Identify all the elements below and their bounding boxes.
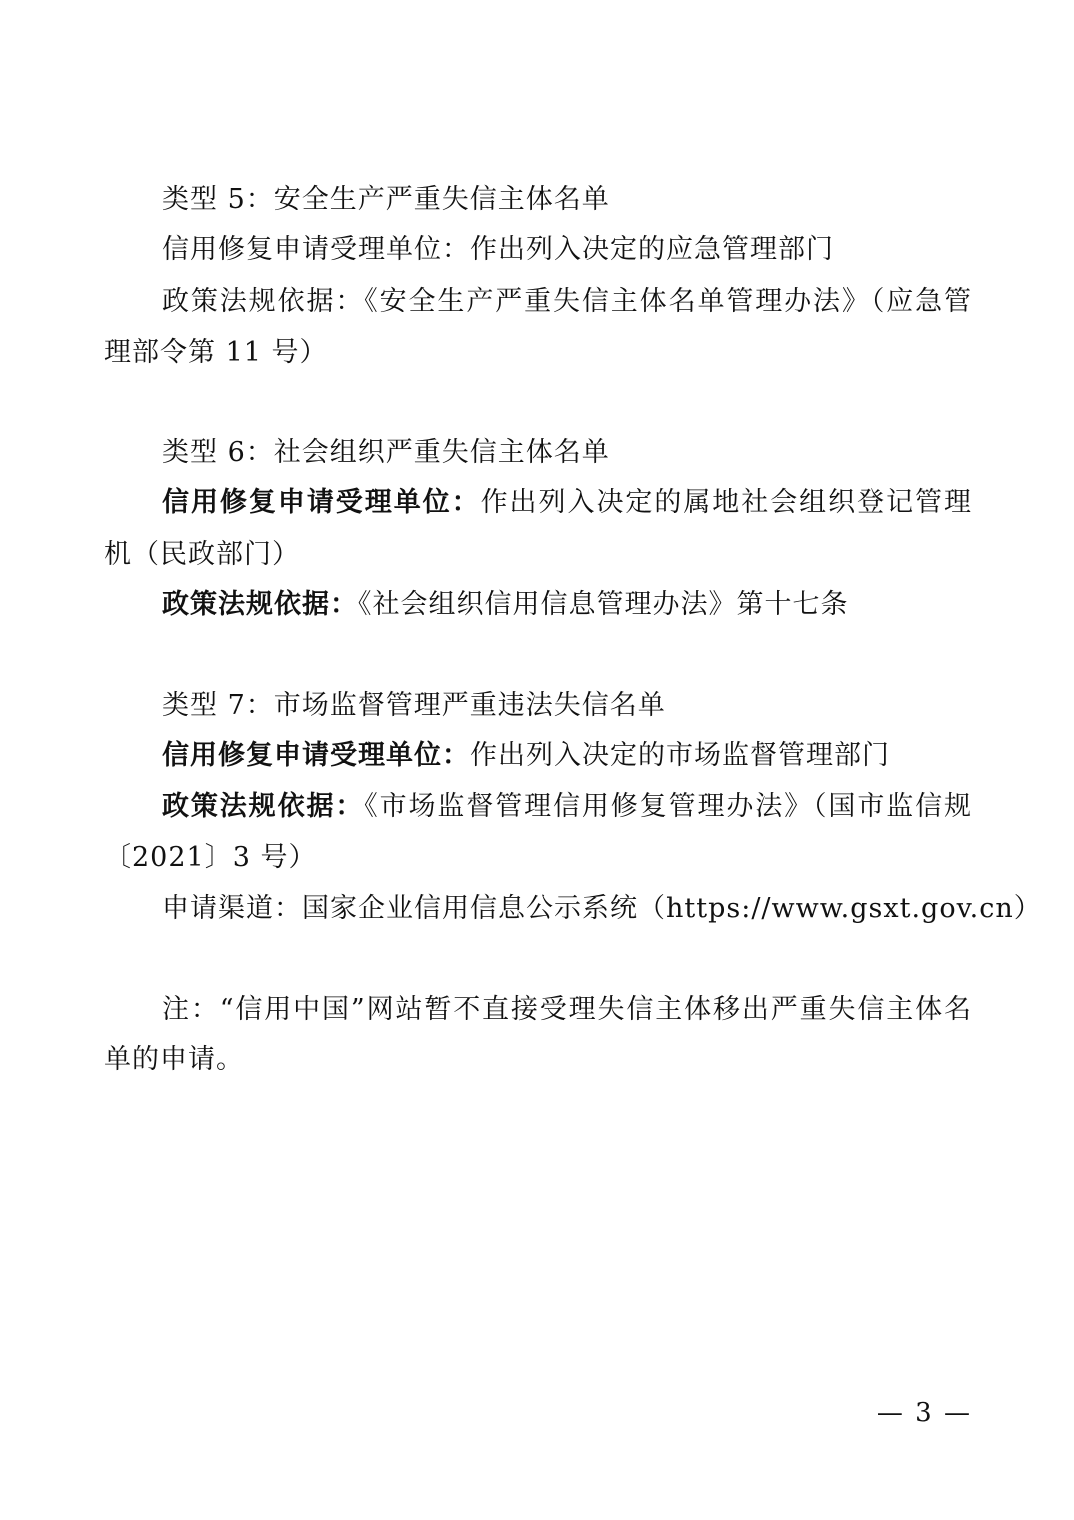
type-7-policy-label: 政策法规依据： [162,791,365,822]
type-5-unit [162,230,972,270]
type-7-unit-label: 信用修复申请受理单位： [162,740,470,771]
type-7-heading: 类型 7：市场监督管理严重违法失信名单 [162,690,666,721]
type-7-unit [162,736,972,776]
type-7-unit-value: 作出列入决定的市场监督管理部门 [470,740,890,771]
type-5-policy-line1 [162,282,972,322]
type-5-policy-label: 政策法规依据： [162,286,365,317]
type-7-channel: 申请渠道：国家企业信用信息公示系统（https://www.gsxt.gov.cn） [162,893,1042,924]
type-7-policy-line1 [162,787,972,827]
type-6-policy-label: 政策法规依据： [162,589,358,620]
type-5-policy-value: 《安全生产严重失信主体名单管理办法》（应急管 [364,286,972,317]
type-5-heading: 类型 5：安全生产严重失信主体名单 [162,184,610,215]
type-6-unit-value: 作出列入决定的属地社会组织登记管理 [480,487,973,518]
page-number: — 3 — [876,1398,972,1428]
type-5-unit-label: 信用修复申请受理单位： [162,234,470,265]
note-line2: 单的申请。 [104,1044,244,1075]
type-6-policy-value: 《社会组织信用信息管理办法》第十七条 [358,589,849,620]
type-6-unit-line2: 机（民政部门） [104,539,300,570]
type-6-unit-label: 信用修复申请受理单位： [162,487,481,518]
type-5-policy-line2: 理部令第 11 号） [104,337,328,368]
type-7-policy-value: 《市场监督管理信用修复管理办法》（国市监信规 [364,791,972,822]
type-5-unit-value: 作出列入决定的应急管理部门 [470,234,834,265]
type-6-unit-line1 [162,483,972,523]
type-6-heading: 类型 6：社会组织严重失信主体名单 [162,437,610,468]
type-6-policy [162,585,972,625]
note-line1: 注：“信用中国”网站暂不直接受理失信主体移出严重失信主体名 [162,994,972,1025]
type-7-policy-line2: 〔2021〕3 号） [104,842,317,873]
